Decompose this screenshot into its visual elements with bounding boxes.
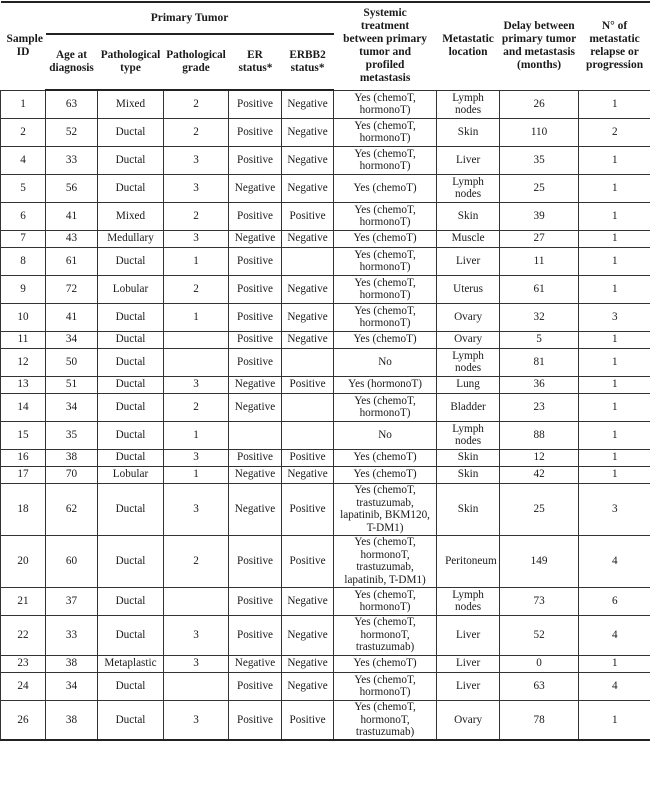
cell-sample-id: 1 (1, 90, 46, 118)
cell-age: 50 (46, 348, 98, 376)
cell-age: 60 (46, 535, 98, 587)
cell-er-status: Negative (229, 174, 282, 202)
cell-erbb2-status: Negative (282, 655, 334, 672)
cell-delay-months: 81 (500, 348, 579, 376)
table-row (1, 230, 650, 247)
cell-pathological-grade: 1 (164, 466, 229, 483)
cell-sample-id: 2 (1, 118, 46, 146)
cell-systemic-treatment: Yes (chemoT, hormonoT) (334, 202, 437, 230)
cell-pathological-grade: 3 (164, 146, 229, 174)
cell-er-status: Positive (229, 535, 282, 587)
cell-relapse-count: 2 (579, 118, 650, 146)
cell-pathological-type: Ductal (98, 421, 164, 449)
cell-age: 35 (46, 421, 98, 449)
cell-sample-id: 15 (1, 421, 46, 449)
cell-delay-months: 32 (500, 303, 579, 331)
cell-relapse-count: 1 (579, 393, 650, 421)
cell-metastatic-location: Lymph nodes (437, 90, 500, 118)
cell-pathological-grade: 3 (164, 376, 229, 393)
cell-metastatic-location: Lymph nodes (437, 587, 500, 615)
cell-age: 61 (46, 247, 98, 275)
cell-metastatic-location: Liver (437, 672, 500, 700)
cell-relapse-count: 1 (579, 700, 650, 740)
cell-metastatic-location: Skin (437, 466, 500, 483)
table-row (1, 421, 650, 449)
cell-relapse-count: 1 (579, 247, 650, 275)
header-sample-id: Sample ID (1, 2, 46, 90)
cell-delay-months: 12 (500, 449, 579, 466)
cell-pathological-type: Ductal (98, 247, 164, 275)
cell-er-status: Positive (229, 672, 282, 700)
cell-er-status: Negative (229, 655, 282, 672)
cell-age: 34 (46, 672, 98, 700)
cell-erbb2-status: Positive (282, 449, 334, 466)
cell-erbb2-status: Positive (282, 483, 334, 535)
cell-er-status: Positive (229, 348, 282, 376)
cell-delay-months: 23 (500, 393, 579, 421)
header-group-primary-tumor: Primary Tumor (46, 2, 334, 34)
cell-pathological-type: Lobular (98, 275, 164, 303)
cell-pathological-grade: 2 (164, 202, 229, 230)
cell-sample-id: 17 (1, 466, 46, 483)
cell-metastatic-location: Liver (437, 615, 500, 655)
cell-delay-months: 78 (500, 700, 579, 740)
cell-relapse-count: 1 (579, 466, 650, 483)
cell-metastatic-location: Liver (437, 146, 500, 174)
cell-pathological-type: Ductal (98, 303, 164, 331)
cell-delay-months: 0 (500, 655, 579, 672)
cell-systemic-treatment: Yes (chemoT, trastuzumab, lapatinib, BKM120, T-DM1) (334, 483, 437, 535)
cell-er-status (229, 421, 282, 449)
cell-age: 62 (46, 483, 98, 535)
cell-pathological-type: Ductal (98, 393, 164, 421)
cell-er-status: Negative (229, 483, 282, 535)
header-relapse-count: N° of metastatic relapse or progression (579, 2, 650, 90)
cell-sample-id: 12 (1, 348, 46, 376)
header-systemic-treatment: Systemic treatment between primary tumor and profiled metastasis (334, 2, 437, 90)
cell-metastatic-location: Peritoneum (437, 535, 500, 587)
table-row (1, 174, 650, 202)
cell-metastatic-location: Lymph nodes (437, 174, 500, 202)
cell-age: 43 (46, 230, 98, 247)
cell-age: 41 (46, 202, 98, 230)
cell-metastatic-location: Skin (437, 202, 500, 230)
cell-relapse-count: 1 (579, 230, 650, 247)
cell-relapse-count: 3 (579, 303, 650, 331)
cell-pathological-grade: 2 (164, 90, 229, 118)
cell-delay-months: 63 (500, 672, 579, 700)
cell-pathological-type: Mixed (98, 90, 164, 118)
cell-sample-id: 5 (1, 174, 46, 202)
table-row (1, 331, 650, 348)
cell-delay-months: 25 (500, 174, 579, 202)
cell-relapse-count: 4 (579, 615, 650, 655)
cell-metastatic-location: Ovary (437, 700, 500, 740)
cell-pathological-grade: 1 (164, 247, 229, 275)
cell-erbb2-status: Negative (282, 146, 334, 174)
cell-age: 33 (46, 615, 98, 655)
cell-systemic-treatment: Yes (chemoT) (334, 230, 437, 247)
cell-pathological-type: Medullary (98, 230, 164, 247)
cell-sample-id: 22 (1, 615, 46, 655)
cell-erbb2-status: Positive (282, 535, 334, 587)
cell-metastatic-location: Skin (437, 118, 500, 146)
cell-erbb2-status (282, 421, 334, 449)
cell-er-status: Positive (229, 615, 282, 655)
table-row (1, 247, 650, 275)
cell-pathological-grade: 1 (164, 421, 229, 449)
cell-delay-months: 25 (500, 483, 579, 535)
table-row (1, 376, 650, 393)
cell-pathological-grade: 2 (164, 535, 229, 587)
cell-pathological-type: Ductal (98, 587, 164, 615)
cell-sample-id: 4 (1, 146, 46, 174)
cell-er-status: Positive (229, 449, 282, 466)
table-row (1, 275, 650, 303)
cell-pathological-type: Ductal (98, 376, 164, 393)
table-row (1, 587, 650, 615)
cell-systemic-treatment: Yes (chemoT) (334, 655, 437, 672)
cell-erbb2-status: Negative (282, 118, 334, 146)
cell-pathological-grade: 3 (164, 655, 229, 672)
cell-pathological-grade: 3 (164, 449, 229, 466)
table-body (1, 90, 650, 740)
table-row (1, 672, 650, 700)
cell-erbb2-status (282, 348, 334, 376)
cell-systemic-treatment: Yes (hormonoT) (334, 376, 437, 393)
cell-age: 56 (46, 174, 98, 202)
cell-relapse-count: 4 (579, 535, 650, 587)
cell-relapse-count: 3 (579, 483, 650, 535)
cell-erbb2-status (282, 247, 334, 275)
cell-age: 52 (46, 118, 98, 146)
table-row (1, 146, 650, 174)
cell-er-status: Positive (229, 247, 282, 275)
cell-relapse-count: 1 (579, 174, 650, 202)
cell-systemic-treatment: Yes (chemoT, hormonoT) (334, 146, 437, 174)
table-row (1, 466, 650, 483)
cell-metastatic-location: Uterus (437, 275, 500, 303)
cell-relapse-count: 4 (579, 672, 650, 700)
cell-pathological-grade: 3 (164, 700, 229, 740)
cell-metastatic-location: Skin (437, 449, 500, 466)
table-row (1, 483, 650, 535)
cell-pathological-type: Ductal (98, 348, 164, 376)
table-row (1, 615, 650, 655)
cell-age: 38 (46, 700, 98, 740)
cell-pathological-grade: 3 (164, 483, 229, 535)
cell-systemic-treatment: Yes (chemoT) (334, 449, 437, 466)
cell-systemic-treatment: Yes (chemoT) (334, 466, 437, 483)
cell-relapse-count: 1 (579, 449, 650, 466)
clinical-data-table (0, 1, 650, 741)
cell-metastatic-location: Ovary (437, 331, 500, 348)
cell-erbb2-status: Negative (282, 331, 334, 348)
cell-age: 34 (46, 393, 98, 421)
cell-pathological-grade (164, 587, 229, 615)
cell-pathological-type: Ductal (98, 146, 164, 174)
cell-age: 33 (46, 146, 98, 174)
cell-pathological-type: Ductal (98, 174, 164, 202)
cell-metastatic-location: Ovary (437, 303, 500, 331)
cell-erbb2-status: Negative (282, 303, 334, 331)
cell-delay-months: 5 (500, 331, 579, 348)
header-pathological-type: Pathological type (98, 34, 164, 90)
cell-metastatic-location: Lung (437, 376, 500, 393)
cell-relapse-count: 1 (579, 655, 650, 672)
cell-sample-id: 16 (1, 449, 46, 466)
cell-sample-id: 18 (1, 483, 46, 535)
cell-delay-months: 27 (500, 230, 579, 247)
cell-age: 38 (46, 449, 98, 466)
header-erbb2-status: ERBB2 status* (282, 34, 334, 90)
cell-metastatic-location: Liver (437, 655, 500, 672)
cell-pathological-grade: 3 (164, 230, 229, 247)
cell-pathological-type: Mixed (98, 202, 164, 230)
cell-erbb2-status: Negative (282, 466, 334, 483)
cell-er-status: Positive (229, 303, 282, 331)
header-delay: Delay between primary tumor and metastasis (months) (500, 2, 579, 90)
cell-delay-months: 149 (500, 535, 579, 587)
cell-pathological-type: Lobular (98, 466, 164, 483)
cell-relapse-count: 6 (579, 587, 650, 615)
cell-systemic-treatment: Yes (chemoT, hormonoT) (334, 90, 437, 118)
cell-sample-id: 20 (1, 535, 46, 587)
cell-delay-months: 39 (500, 202, 579, 230)
cell-metastatic-location: Lymph nodes (437, 421, 500, 449)
cell-delay-months: 42 (500, 466, 579, 483)
cell-age: 51 (46, 376, 98, 393)
cell-age: 34 (46, 331, 98, 348)
cell-systemic-treatment: Yes (chemoT, hormonoT, trastuzumab, lapatinib, T-DM1) (334, 535, 437, 587)
cell-relapse-count: 1 (579, 421, 650, 449)
cell-er-status: Positive (229, 700, 282, 740)
cell-sample-id: 23 (1, 655, 46, 672)
cell-sample-id: 9 (1, 275, 46, 303)
cell-sample-id: 6 (1, 202, 46, 230)
header-pathological-grade: Pathological grade (164, 34, 229, 90)
cell-systemic-treatment: No (334, 348, 437, 376)
table-row (1, 202, 650, 230)
cell-delay-months: 88 (500, 421, 579, 449)
cell-pathological-grade: 2 (164, 275, 229, 303)
cell-er-status: Negative (229, 466, 282, 483)
cell-relapse-count: 1 (579, 202, 650, 230)
cell-erbb2-status: Negative (282, 230, 334, 247)
cell-pathological-type: Ductal (98, 672, 164, 700)
cell-delay-months: 11 (500, 247, 579, 275)
cell-systemic-treatment: Yes (chemoT, hormonoT) (334, 672, 437, 700)
cell-sample-id: 8 (1, 247, 46, 275)
cell-pathological-grade: 2 (164, 393, 229, 421)
cell-systemic-treatment: Yes (chemoT, hormonoT) (334, 393, 437, 421)
cell-delay-months: 73 (500, 587, 579, 615)
cell-delay-months: 52 (500, 615, 579, 655)
cell-er-status: Positive (229, 202, 282, 230)
cell-metastatic-location: Bladder (437, 393, 500, 421)
table-row (1, 303, 650, 331)
cell-er-status: Negative (229, 376, 282, 393)
cell-pathological-type: Ductal (98, 615, 164, 655)
cell-pathological-type: Ductal (98, 118, 164, 146)
cell-erbb2-status: Negative (282, 90, 334, 118)
cell-pathological-grade: 3 (164, 615, 229, 655)
cell-sample-id: 14 (1, 393, 46, 421)
header-age-at-diagnosis: Age at diagnosis (46, 34, 98, 90)
cell-age: 41 (46, 303, 98, 331)
cell-er-status: Negative (229, 230, 282, 247)
cell-sample-id: 7 (1, 230, 46, 247)
cell-pathological-grade (164, 331, 229, 348)
cell-metastatic-location: Muscle (437, 230, 500, 247)
cell-delay-months: 35 (500, 146, 579, 174)
cell-sample-id: 10 (1, 303, 46, 331)
cell-pathological-grade: 3 (164, 174, 229, 202)
cell-age: 72 (46, 275, 98, 303)
table-row (1, 700, 650, 740)
cell-er-status: Positive (229, 118, 282, 146)
cell-erbb2-status: Negative (282, 587, 334, 615)
cell-metastatic-location: Lymph nodes (437, 348, 500, 376)
cell-pathological-type: Ductal (98, 331, 164, 348)
cell-systemic-treatment: Yes (chemoT, hormonoT) (334, 247, 437, 275)
cell-er-status: Positive (229, 90, 282, 118)
cell-age: 37 (46, 587, 98, 615)
cell-age: 70 (46, 466, 98, 483)
cell-systemic-treatment: No (334, 421, 437, 449)
cell-pathological-type: Ductal (98, 483, 164, 535)
cell-erbb2-status: Positive (282, 700, 334, 740)
table-row (1, 535, 650, 587)
cell-erbb2-status (282, 393, 334, 421)
cell-er-status: Positive (229, 146, 282, 174)
cell-metastatic-location: Skin (437, 483, 500, 535)
cell-pathological-type: Metaplastic (98, 655, 164, 672)
cell-delay-months: 36 (500, 376, 579, 393)
cell-er-status: Positive (229, 587, 282, 615)
cell-erbb2-status: Negative (282, 615, 334, 655)
cell-relapse-count: 1 (579, 90, 650, 118)
cell-er-status: Negative (229, 393, 282, 421)
cell-erbb2-status: Positive (282, 376, 334, 393)
table-row (1, 348, 650, 376)
cell-age: 38 (46, 655, 98, 672)
cell-relapse-count: 1 (579, 376, 650, 393)
cell-systemic-treatment: Yes (chemoT) (334, 331, 437, 348)
cell-pathological-type: Ductal (98, 535, 164, 587)
table-row (1, 118, 650, 146)
table-row (1, 393, 650, 421)
cell-delay-months: 26 (500, 90, 579, 118)
cell-pathological-grade: 2 (164, 118, 229, 146)
cell-sample-id: 21 (1, 587, 46, 615)
cell-pathological-type: Ductal (98, 700, 164, 740)
cell-pathological-grade (164, 672, 229, 700)
table-header (1, 2, 650, 90)
cell-relapse-count: 1 (579, 146, 650, 174)
table-row (1, 90, 650, 118)
cell-systemic-treatment: Yes (chemoT, hormonoT) (334, 118, 437, 146)
table-row (1, 655, 650, 672)
cell-metastatic-location: Liver (437, 247, 500, 275)
cell-sample-id: 24 (1, 672, 46, 700)
cell-systemic-treatment: Yes (chemoT, hormonoT) (334, 275, 437, 303)
cell-systemic-treatment: Yes (chemoT, hormonoT, trastuzumab) (334, 615, 437, 655)
cell-pathological-grade: 1 (164, 303, 229, 331)
cell-relapse-count: 1 (579, 348, 650, 376)
cell-relapse-count: 1 (579, 331, 650, 348)
cell-sample-id: 11 (1, 331, 46, 348)
cell-sample-id: 26 (1, 700, 46, 740)
cell-systemic-treatment: Yes (chemoT, hormonoT) (334, 587, 437, 615)
cell-erbb2-status: Positive (282, 202, 334, 230)
cell-delay-months: 61 (500, 275, 579, 303)
cell-systemic-treatment: Yes (chemoT) (334, 174, 437, 202)
cell-systemic-treatment: Yes (chemoT, hormonoT) (334, 303, 437, 331)
cell-pathological-grade (164, 348, 229, 376)
cell-age: 63 (46, 90, 98, 118)
cell-erbb2-status: Negative (282, 275, 334, 303)
table-row (1, 449, 650, 466)
cell-systemic-treatment: Yes (chemoT, hormonoT, trastuzumab) (334, 700, 437, 740)
cell-erbb2-status: Negative (282, 672, 334, 700)
header-er-status: ER status* (229, 34, 282, 90)
cell-relapse-count: 1 (579, 275, 650, 303)
cell-pathological-type: Ductal (98, 449, 164, 466)
cell-er-status: Positive (229, 331, 282, 348)
header-metastatic-location: Metastatic location (437, 2, 500, 90)
cell-delay-months: 110 (500, 118, 579, 146)
cell-sample-id: 13 (1, 376, 46, 393)
cell-erbb2-status: Negative (282, 174, 334, 202)
cell-er-status: Positive (229, 275, 282, 303)
